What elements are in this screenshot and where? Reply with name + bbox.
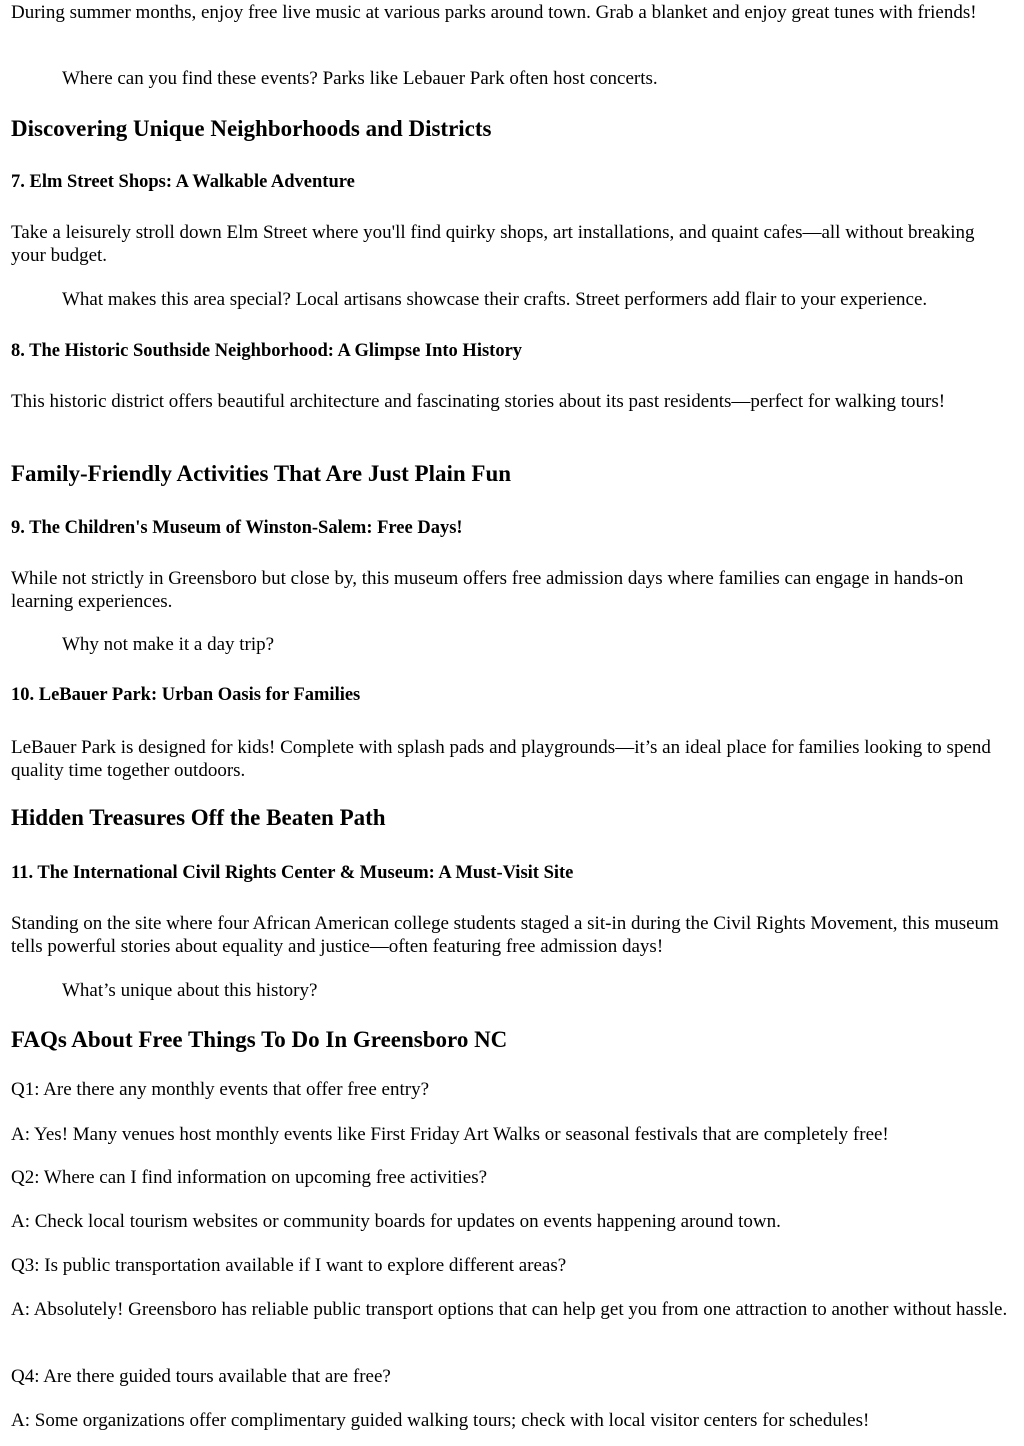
blockquote-music-locations: Where can you find these events? Parks like Lebauer Park often host concerts.	[62, 68, 658, 89]
subheading-civil-rights-center: 11. The International Civil Rights Center & Museum: A Must-Visit Site	[11, 863, 574, 883]
section-heading-neighborhoods: Discovering Unique Neighborhoods and Districts	[11, 116, 492, 141]
paragraph-civil-rights-center: Standing on the site where four African American college students staged a sit-in during the Civil Rights Movement, this museum tells powerful stories about equality and justice—often featuring free admission days!	[11, 913, 999, 957]
subheading-lebauer-park: 10. LeBauer Park: Urban Oasis for Families	[11, 685, 361, 705]
faq-answer-1: A: Yes! Many venues host monthly events like First Friday Art Walks or seasonal festivals that are completely free!	[11, 1124, 889, 1145]
paragraph-southside: This historic district offers beautiful architecture and fascinating stories about its past residents—perfect for walking tours!	[11, 391, 946, 412]
section-heading-hidden-treasures: Hidden Treasures Off the Beaten Path	[11, 805, 386, 830]
section-heading-faqs: FAQs About Free Things To Do In Greensboro NC	[11, 1027, 508, 1052]
subheading-southside: 8. The Historic Southside Neighborhood: A Glimpse Into History	[11, 341, 523, 361]
faq-question-1: Q1: Are there any monthly events that offer free entry?	[11, 1079, 430, 1100]
faq-answer-4: A: Some organizations offer complimentary guided walking tours; check with local visitor centers for schedules!	[11, 1410, 870, 1431]
faq-question-3: Q3: Is public transportation available if I want to explore different areas?	[11, 1255, 567, 1276]
section-heading-family: Family-Friendly Activities That Are Just Plain Fun	[11, 461, 512, 486]
subheading-elm-street: 7. Elm Street Shops: A Walkable Adventure	[11, 172, 355, 192]
paragraph-elm-street: Take a leisurely stroll down Elm Street where you'll find quirky shops, art installations, and quaint cafes—all without breaking your budget.	[11, 222, 975, 266]
faq-answer-3: A: Absolutely! Greensboro has reliable public transport options that can help get you from one attraction to another without hassle.	[11, 1299, 1008, 1320]
faq-answer-2: A: Check local tourism websites or community boards for updates on events happening around town.	[11, 1211, 781, 1232]
paragraph-childrens-museum: While not strictly in Greensboro but close by, this museum offers free admission days where families can engage in hands-on learning experiences.	[11, 568, 964, 612]
blockquote-elm-street: What makes this area special? Local artisans showcase their crafts. Street performers add flair to your experience.	[62, 289, 928, 310]
faq-question-4: Q4: Are there guided tours available that are free?	[11, 1366, 391, 1387]
blockquote-day-trip: Why not make it a day trip?	[62, 634, 275, 655]
subheading-childrens-museum: 9. The Children's Museum of Winston-Salem: Free Days!	[11, 518, 463, 538]
paragraph-lebauer-park: LeBauer Park is designed for kids! Complete with splash pads and playgrounds—it’s an ideal place for families looking to spend quality time together outdoors.	[11, 737, 991, 781]
blockquote-history: What’s unique about this history?	[62, 980, 318, 1001]
paragraph-summer-music: During summer months, enjoy free live music at various parks around town. Grab a blanket and enjoy great tunes with friends!	[11, 2, 977, 23]
faq-question-2: Q2: Where can I find information on upcoming free activities?	[11, 1167, 488, 1188]
